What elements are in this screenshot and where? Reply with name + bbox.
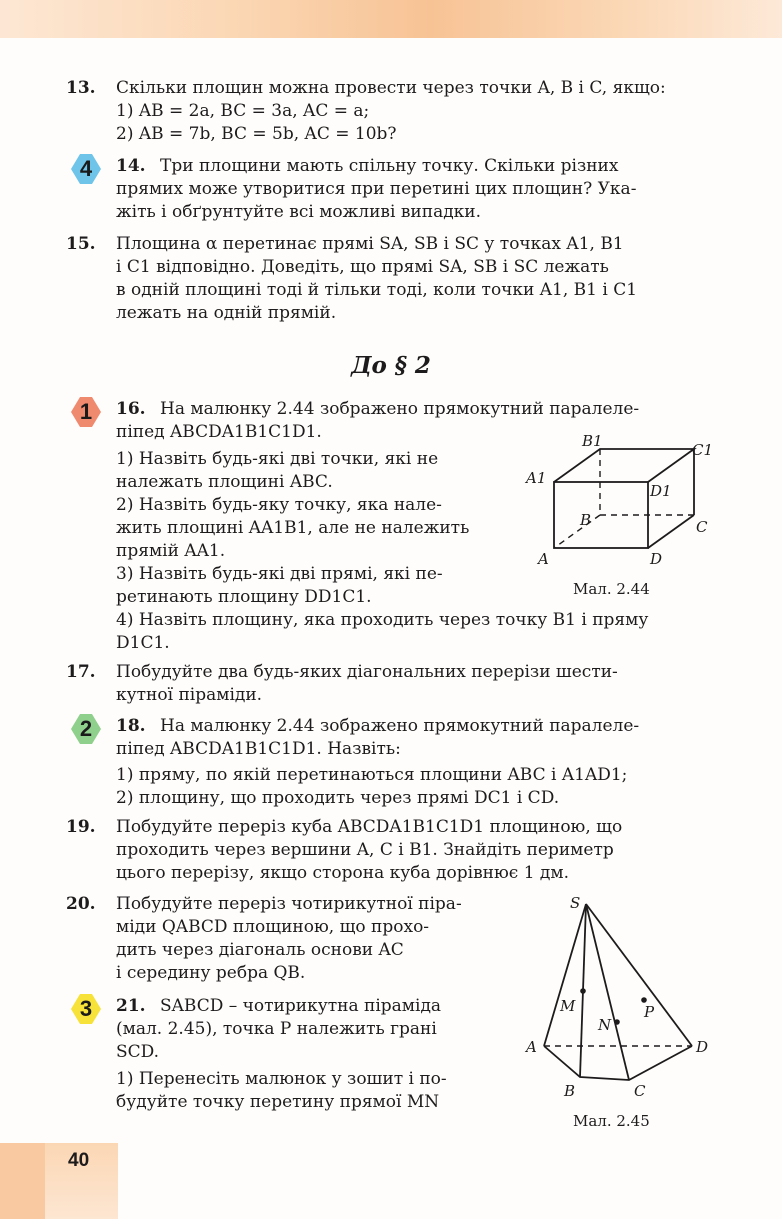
vertex-label: C xyxy=(696,518,708,536)
vertex-label: B xyxy=(580,511,592,529)
problem-number: 17. xyxy=(66,662,96,682)
problem-text-line: 2) Назвіть будь-яку точку, яка нале- xyxy=(116,495,442,515)
problem-text-line: цього перерізу, якщо сторона куба дорівнює 1 дм. xyxy=(116,863,570,883)
problem-text-line: міди QABCD площиною, що прохо- xyxy=(116,917,430,937)
page-number: 40 xyxy=(68,1150,90,1171)
vertex-label: S xyxy=(570,894,581,912)
problem-number: 19. xyxy=(66,817,96,837)
problem-text-line: 1) Перенесіть малюнок у зошит і по- xyxy=(116,1069,447,1089)
vertex-label: B1 xyxy=(582,432,603,450)
top-back-edge xyxy=(554,449,694,482)
problem-text-line: прямих може утворитися при перетині цих площин? Ука- xyxy=(116,179,637,199)
right-bottom-edge xyxy=(648,515,694,548)
problem-text-line: ретинають площину DD1C1. xyxy=(116,587,372,607)
vertex-label: D1 xyxy=(650,482,672,500)
problem-text-line: (мал. 2.45), точка P належить грані xyxy=(116,1019,437,1039)
problem-text-line: лежать на одній прямій. xyxy=(116,303,337,323)
problem-text-line: жіть і обґрунтуйте всі можливі випадки. xyxy=(116,202,482,222)
problem-text-line: 1) пряму, по якій перетинаються площини ABC і A1AD1; xyxy=(116,765,628,785)
problem-text-line: належать площині ABC. xyxy=(116,472,333,492)
problem-number: 14. xyxy=(116,156,146,176)
problem-text-line: Площина α перетинає прямі SA, SB і SC у точках A1, B1 xyxy=(116,234,624,254)
bottom-corner-strip xyxy=(0,1143,45,1219)
problem-text-line: прямій AA1. xyxy=(116,541,226,561)
vertex-label: M xyxy=(560,997,576,1015)
problem-text-line: дить через діагональ основи AC xyxy=(116,940,404,960)
problem-text-line: проходить через вершини A, C і B1. Знайдіть периметр xyxy=(116,840,614,860)
lateral-edge-sa xyxy=(544,904,586,1046)
difficulty-badge: 2 xyxy=(71,714,101,744)
problem-text-line: Побудуйте переріз чотирикутної піра- xyxy=(116,894,462,914)
difficulty-badge: 4 xyxy=(71,154,101,184)
vertex-label: B xyxy=(564,1082,576,1100)
problem-text-line: піпед ABCDA1B1C1D1. Назвіть: xyxy=(116,739,401,759)
problem-number: 18. xyxy=(116,716,146,736)
difficulty-badge: 3 xyxy=(71,994,101,1024)
problem-text-line: На малюнку 2.44 зображено прямокутний паралеле- xyxy=(160,399,640,419)
problem-text-line: 2) площину, що проходить через прямі DC1 і CD. xyxy=(116,788,560,808)
problem-text-line: 2) AB = 7b, BC = 5b, AC = 10b? xyxy=(116,124,397,144)
problem-number: 13. xyxy=(66,78,96,98)
vertex-label: C xyxy=(634,1082,646,1100)
vertex-label: C1 xyxy=(692,441,714,459)
problem-text-line: 1) Назвіть будь-які дві точки, які не xyxy=(116,449,439,469)
problem-text-line: Побудуйте переріз куба ABCDA1B1C1D1 площиною, що xyxy=(116,817,623,837)
problem-text-line: і C1 відповідно. Доведіть, що прямі SA, SB і SC лежать xyxy=(116,257,609,277)
vertex-label: A xyxy=(526,1038,537,1056)
problem-text-line: будуйте точку перетину прямої MN xyxy=(116,1092,440,1112)
section-title: До § 2 xyxy=(351,352,431,379)
problem-text-line: в одній площині тоді й тільки тоді, коли точки A1, B1 і C1 xyxy=(116,280,638,300)
problem-text-line: 1) AB = 2a, BC = 3a, AC = a; xyxy=(116,101,370,121)
problem-text-line: D1C1. xyxy=(116,633,170,653)
problem-number: 20. xyxy=(66,894,96,914)
lateral-edge-sc xyxy=(586,904,629,1080)
difficulty-badge: 1 xyxy=(71,397,101,427)
point-m xyxy=(580,988,586,994)
problem-number: 21. xyxy=(116,996,146,1016)
problem-text-line: Скільки площин можна провести через точки A, B і C, якщо: xyxy=(116,78,666,98)
vertex-label: D xyxy=(650,550,663,568)
vertex-label: D xyxy=(696,1038,709,1056)
problem-text-line: кутної піраміди. xyxy=(116,685,263,705)
figure-caption: Мал. 2.45 xyxy=(573,1112,650,1130)
hidden-edge xyxy=(554,515,600,548)
vertex-label: A1 xyxy=(526,469,547,487)
problem-text-line: жить площині AA1B1, але не належить xyxy=(116,518,470,538)
problem-text-line: Побудуйте два будь-яких діагональних перерізи шести- xyxy=(116,662,618,682)
problem-text-line: SCD. xyxy=(116,1042,160,1062)
figure-caption: Мал. 2.44 xyxy=(573,580,650,598)
problem-number: 16. xyxy=(116,399,146,419)
problem-text-line: SABCD – чотирикутна піраміда xyxy=(160,996,442,1016)
problem-text-line: 3) Назвіть будь-які дві прямі, які пе- xyxy=(116,564,443,584)
top-decor-bar xyxy=(0,0,782,38)
point-p xyxy=(641,997,647,1003)
vertex-label: P xyxy=(644,1003,655,1021)
problem-text-line: Три площини мають спільну точку. Скільки різних xyxy=(160,156,619,176)
problem-number: 15. xyxy=(66,234,96,254)
problem-text-line: і середину ребра QB. xyxy=(116,963,306,983)
base-front-edges xyxy=(544,1046,692,1080)
vertex-label: N xyxy=(598,1016,612,1034)
vertex-label: A xyxy=(538,550,549,568)
figure-2-45-pyramid xyxy=(522,890,722,1105)
point-n xyxy=(614,1019,620,1025)
problem-text-line: 4) Назвіть площину, яка проходить через точку B1 і пряму xyxy=(116,610,649,630)
figure-2-44-parallelepiped xyxy=(520,428,720,578)
problem-text-line: піпед ABCDA1B1C1D1. xyxy=(116,422,322,442)
problem-text-line: На малюнку 2.44 зображено прямокутний паралеле- xyxy=(160,716,640,736)
